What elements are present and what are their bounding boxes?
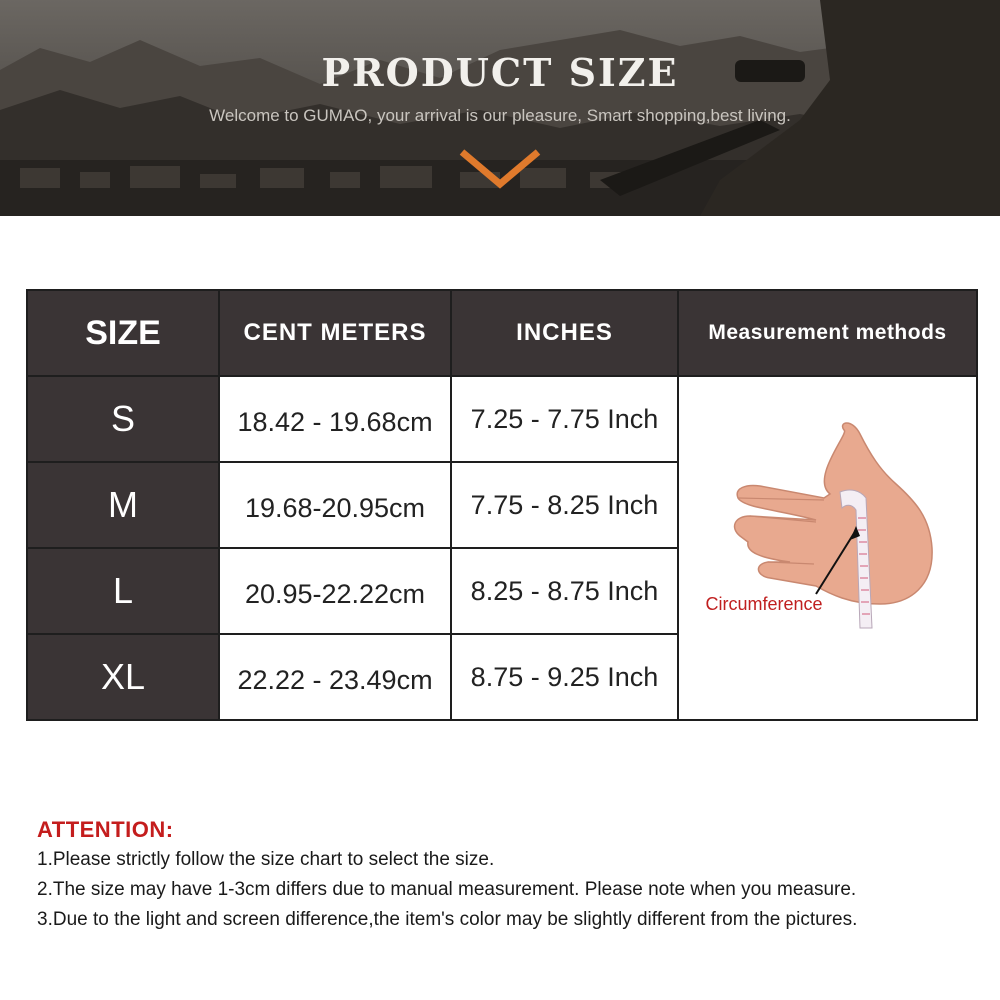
attention-line: 1.Please strictly follow the size chart to select the size. bbox=[37, 849, 495, 870]
page-title: PRODUCT SIZE bbox=[321, 50, 679, 95]
header-banner bbox=[0, 0, 1000, 216]
attention-notes bbox=[37, 817, 977, 939]
welcome-subtitle: Welcome to GUMAO, your arrival is our pleasure, Smart shopping,best living. bbox=[209, 106, 791, 125]
table-header-row bbox=[27, 290, 977, 376]
size-label: S bbox=[27, 376, 219, 462]
header-centimeters: CENT METERS bbox=[219, 290, 451, 376]
header-measurement-methods: Measurement methods bbox=[678, 290, 977, 376]
centimeters-value: 22.22 - 23.49cm bbox=[219, 634, 451, 720]
inches-value: 7.25 - 7.75 Inch bbox=[451, 376, 678, 462]
inches-value: 8.75 - 9.25 Inch bbox=[451, 634, 678, 720]
attention-line: 3.Due to the light and screen difference,the item's color may be slightly different from the pictures. bbox=[37, 909, 858, 930]
chevron-down-icon bbox=[458, 148, 542, 190]
circumference-label: Circumference bbox=[705, 594, 823, 614]
size-label: XL bbox=[27, 634, 219, 720]
measurement-method-cell bbox=[678, 376, 977, 720]
attention-title: ATTENTION: bbox=[37, 817, 174, 842]
centimeters-value: 18.42 - 19.68cm bbox=[219, 376, 451, 462]
inches-value: 7.75 - 8.25 Inch bbox=[451, 462, 678, 548]
size-label: L bbox=[27, 548, 219, 634]
size-chart-table bbox=[26, 289, 978, 721]
size-label: M bbox=[27, 462, 219, 548]
centimeters-value: 19.68-20.95cm bbox=[219, 462, 451, 548]
centimeters-value: 20.95-22.22cm bbox=[219, 548, 451, 634]
table-row bbox=[27, 376, 977, 462]
attention-line: 2.The size may have 1-3cm differs due to manual measurement. Please note when you measure. bbox=[37, 879, 857, 900]
header-size: SIZE bbox=[27, 290, 219, 376]
header-inches: INCHES bbox=[451, 290, 678, 376]
inches-value: 8.25 - 8.75 Inch bbox=[451, 548, 678, 634]
